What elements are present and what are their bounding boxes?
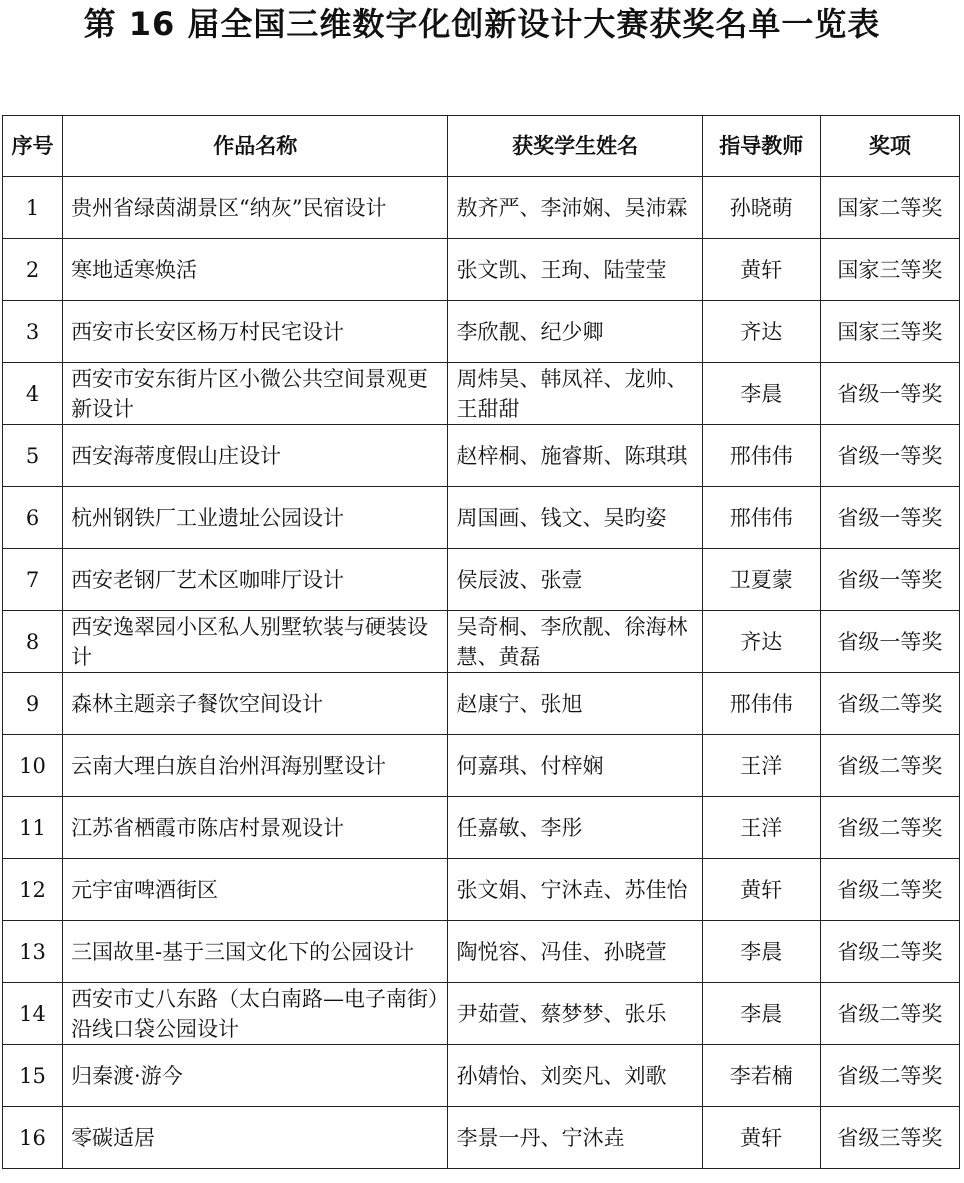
cell-no: 7 [3,549,63,611]
cell-students: 任嘉敏、李彤 [448,797,702,859]
cell-award: 省级二等奖 [820,921,959,983]
table-row [3,487,960,549]
table-row [3,921,960,983]
cell-award: 省级二等奖 [820,797,959,859]
cell-award: 国家三等奖 [820,301,959,363]
cell-no: 12 [3,859,63,921]
cell-students: 张文娟、宁沐垚、苏佳怡 [448,859,702,921]
cell-students: 赵梓桐、施睿斯、陈琪琪 [448,425,702,487]
cell-students: 孙婧怡、刘奕凡、刘歌 [448,1045,702,1107]
cell-no: 5 [3,425,63,487]
cell-teacher: 王洋 [702,735,820,797]
cell-work: 森林主题亲子餐饮空间设计 [63,673,448,735]
cell-no: 6 [3,487,63,549]
cell-students: 侯辰波、张壹 [448,549,702,611]
cell-work: 西安老钢厂艺术区咖啡厅设计 [63,549,448,611]
cell-award: 省级一等奖 [820,363,959,425]
cell-teacher: 黄轩 [702,239,820,301]
cell-work: 西安市安东街片区小微公共空间景观更新设计 [63,363,448,425]
table-header-row [3,116,960,177]
cell-no: 2 [3,239,63,301]
cell-work: 归秦渡·游今 [63,1045,448,1107]
cell-teacher: 李若楠 [702,1045,820,1107]
table-row [3,797,960,859]
cell-work: 寒地适寒焕活 [63,239,448,301]
cell-teacher: 齐达 [702,611,820,673]
cell-work: 零碳适居 [63,1107,448,1169]
cell-students: 李欣靓、纪少卿 [448,301,702,363]
cell-teacher: 黄轩 [702,1107,820,1169]
cell-teacher: 黄轩 [702,859,820,921]
cell-award: 省级一等奖 [820,425,959,487]
table-row [3,735,960,797]
cell-students: 周炜昊、韩凤祥、龙帅、王甜甜 [448,363,702,425]
table-row [3,177,960,239]
header-no: 序号 [3,116,63,177]
cell-work: 贵州省绿茵湖景区“纳灰”民宿设计 [63,177,448,239]
cell-award: 省级一等奖 [820,487,959,549]
cell-teacher: 邢伟伟 [702,673,820,735]
cell-students: 赵康宁、张旭 [448,673,702,735]
header-work: 作品名称 [63,116,448,177]
cell-teacher: 邢伟伟 [702,487,820,549]
cell-award: 省级一等奖 [820,611,959,673]
cell-teacher: 孙晓萌 [702,177,820,239]
header-students: 获奖学生姓名 [448,116,702,177]
cell-no: 14 [3,983,63,1045]
table-row [3,1107,960,1169]
cell-award: 国家二等奖 [820,177,959,239]
cell-students: 尹茹萱、蔡梦梦、张乐 [448,983,702,1045]
table-row [3,673,960,735]
cell-no: 1 [3,177,63,239]
table-row [3,425,960,487]
cell-no: 8 [3,611,63,673]
header-award: 奖项 [820,116,959,177]
header-teacher: 指导教师 [702,116,820,177]
cell-no: 3 [3,301,63,363]
cell-teacher: 王洋 [702,797,820,859]
cell-teacher: 邢伟伟 [702,425,820,487]
cell-award: 省级二等奖 [820,735,959,797]
table-row [3,611,960,673]
cell-students: 敖齐严、李沛娴、吴沛霖 [448,177,702,239]
cell-work: 西安海蒂度假山庄设计 [63,425,448,487]
table-row [3,859,960,921]
table-row [3,983,960,1045]
cell-no: 13 [3,921,63,983]
cell-teacher: 齐达 [702,301,820,363]
cell-no: 9 [3,673,63,735]
cell-no: 10 [3,735,63,797]
cell-work: 西安市长安区杨万村民宅设计 [63,301,448,363]
cell-work: 西安市丈八东路（太白南路—电子南街）沿线口袋公园设计 [63,983,448,1045]
cell-students: 吴奇桐、李欣靓、徐海林慧、黄磊 [448,611,702,673]
cell-work: 元宇宙啤酒街区 [63,859,448,921]
table-body [3,177,960,1169]
table-row [3,549,960,611]
cell-award: 省级二等奖 [820,673,959,735]
cell-students: 李景一丹、宁沐垚 [448,1107,702,1169]
cell-no: 4 [3,363,63,425]
cell-work: 云南大理白族自治州洱海别墅设计 [63,735,448,797]
cell-students: 周国画、钱文、吴昀姿 [448,487,702,549]
cell-award: 省级二等奖 [820,983,959,1045]
cell-award: 省级二等奖 [820,859,959,921]
page-title: 第 16 届全国三维数字化创新设计大赛获奖名单一览表 [83,5,881,43]
cell-teacher: 卫夏蒙 [702,549,820,611]
cell-students: 陶悦容、冯佳、孙晓萱 [448,921,702,983]
cell-no: 16 [3,1107,63,1169]
cell-teacher: 李晨 [702,921,820,983]
cell-award: 省级二等奖 [820,1045,959,1107]
table-row [3,301,960,363]
cell-work: 杭州钢铁厂工业遗址公园设计 [63,487,448,549]
cell-teacher: 李晨 [702,983,820,1045]
cell-no: 15 [3,1045,63,1107]
cell-work: 江苏省栖霞市陈店村景观设计 [63,797,448,859]
cell-award: 省级一等奖 [820,549,959,611]
cell-work: 三国故里-基于三国文化下的公园设计 [63,921,448,983]
cell-award: 省级三等奖 [820,1107,959,1169]
cell-students: 张文凯、王珣、陆莹莹 [448,239,702,301]
cell-work: 西安逸翠园小区私人别墅软装与硬装设计 [63,611,448,673]
cell-no: 11 [3,797,63,859]
table-row [3,363,960,425]
table-row [3,239,960,301]
cell-award: 国家三等奖 [820,239,959,301]
cell-students: 何嘉琪、付梓娴 [448,735,702,797]
cell-teacher: 李晨 [702,363,820,425]
awards-table [2,115,960,1169]
table-row [3,1045,960,1107]
